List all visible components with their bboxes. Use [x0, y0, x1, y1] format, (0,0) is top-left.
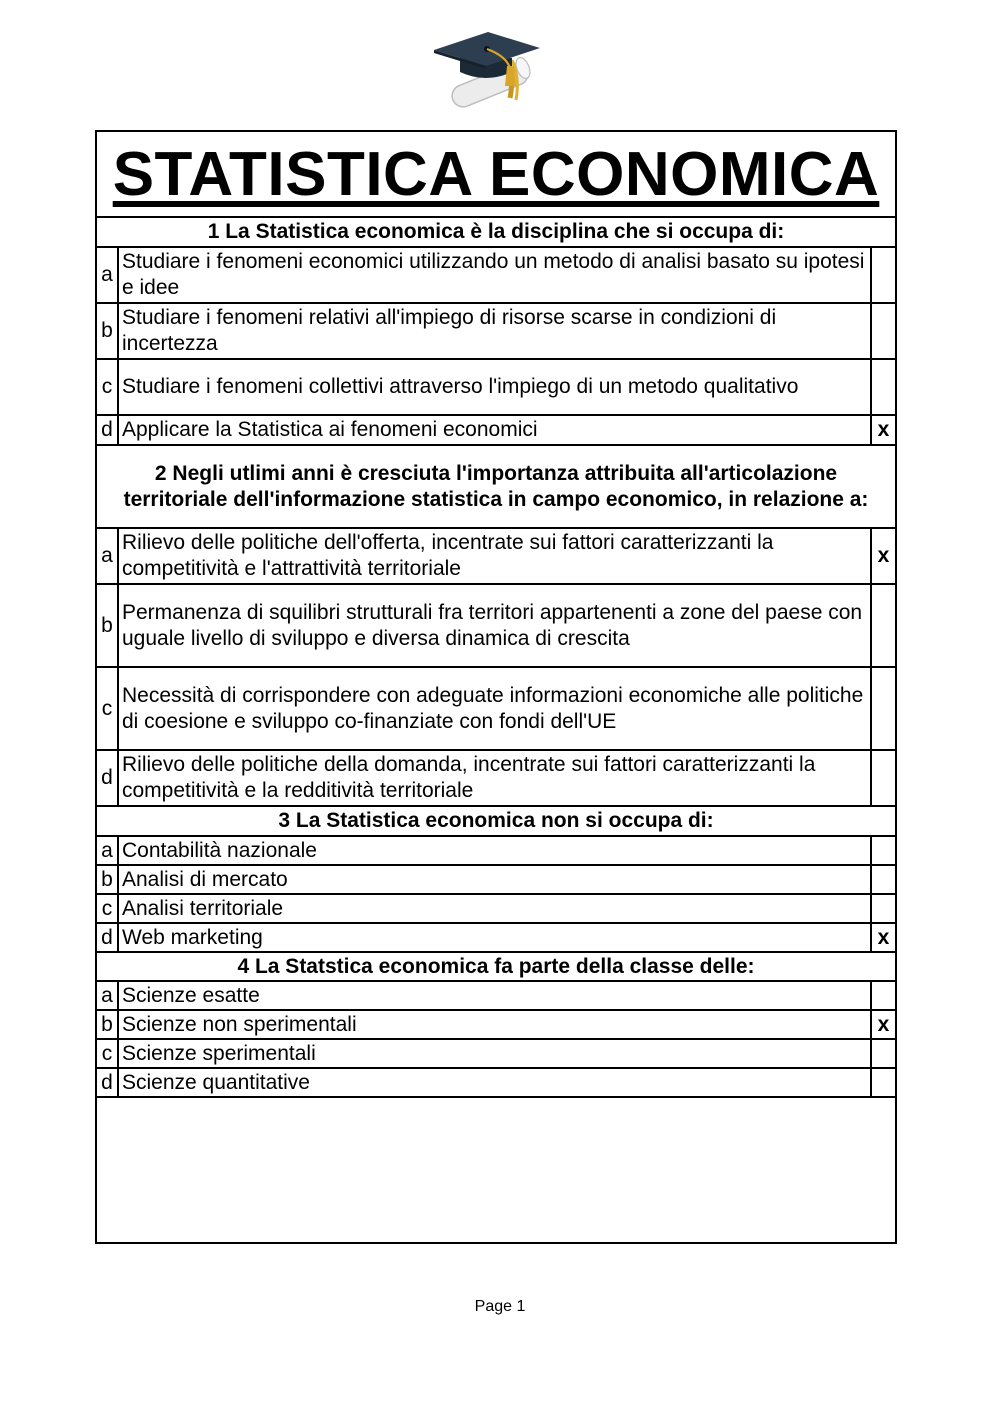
option-row [97, 982, 895, 1011]
option-row [97, 751, 895, 807]
option-text: Scienze non sperimentali [122, 1012, 357, 1036]
option-letter: b [97, 866, 119, 893]
option-row [97, 416, 895, 446]
answer-mark [870, 1069, 895, 1096]
answer-mark [870, 304, 895, 358]
answer-mark [870, 1040, 895, 1067]
question-3: 3 La Statistica economica non si occupa di: [97, 807, 895, 837]
option-text: Applicare la Statistica ai fenomeni economici [122, 418, 538, 441]
option-text: Scienze quantitative [122, 1070, 310, 1094]
question-1: 1 La Statistica economica è la disciplina che si occupa di: [97, 218, 895, 248]
option-letter: c [97, 360, 119, 414]
answer-mark: x [870, 529, 895, 583]
option-row [97, 529, 895, 585]
page-title: STATISTICA ECONOMICA [97, 132, 895, 218]
option-row [97, 360, 895, 416]
answer-mark [870, 585, 895, 666]
answer-mark: x [870, 416, 895, 444]
option-text: Scienze esatte [122, 983, 260, 1007]
option-letter: b [97, 585, 119, 666]
answer-mark: x [870, 924, 895, 951]
option-letter: a [97, 248, 119, 302]
option-text: Analisi territoriale [122, 896, 284, 920]
option-letter: d [97, 924, 119, 951]
option-row [97, 585, 895, 668]
answer-mark [870, 360, 895, 414]
option-text: Web marketing [122, 925, 263, 949]
answer-mark [870, 866, 895, 893]
option-letter: c [97, 1040, 119, 1067]
option-row [97, 248, 895, 304]
answer-mark [870, 837, 895, 864]
option-text: Analisi di mercato [122, 867, 288, 891]
page-number: Page 1 [474, 1298, 526, 1315]
option-text: Scienze sperimentali [122, 1041, 316, 1065]
answer-mark [870, 982, 895, 1009]
question-2: 2 Negli utlimi anni è cresciuta l'importanza attribuita all'articolazione territoriale dell'informazione statistica in campo economico, in relazione a: [97, 446, 895, 529]
answer-mark [870, 895, 895, 922]
option-letter: d [97, 751, 119, 805]
option-row [97, 866, 895, 895]
option-row [97, 837, 895, 866]
option-letter: d [97, 416, 119, 444]
option-text: Necessità di corrispondere con adeguate informazioni economiche alle politiche di coesione e sviluppo co-finanziate con fondi dell'UE [122, 683, 864, 733]
option-letter: a [97, 982, 119, 1009]
option-text: Permanenza di squilibri strutturali fra territori appartenenti a zone del paese con uguale livello di sviluppo e diversa dinamica di crescita [122, 600, 863, 650]
option-text: Studiare i fenomeni relativi all'impiego di risorse scarse in condizioni di incertezza [122, 306, 777, 355]
option-letter: c [97, 668, 119, 749]
option-text: Contabilità nazionale [122, 838, 317, 862]
answer-mark [870, 248, 895, 302]
option-text: Studiare i fenomeni collettivi attraverso l'impiego di un metodo qualitativo [122, 375, 799, 398]
answer-mark [870, 668, 895, 749]
option-letter: d [97, 1069, 119, 1096]
option-letter: b [97, 1011, 119, 1038]
question-4: 4 La Statstica economica fa parte della classe delle: [97, 953, 895, 982]
option-row [97, 895, 895, 924]
option-letter: b [97, 304, 119, 358]
option-letter: c [97, 895, 119, 922]
answer-mark [870, 751, 895, 805]
option-row [97, 304, 895, 360]
option-row [97, 668, 895, 751]
option-text: Studiare i fenomeni economici utilizzando un metodo di analisi basato su ipotesi e idee [122, 250, 865, 299]
option-text: Rilievo delle politiche della domanda, incentrate sui fattori caratterizzanti la competitività e la redditività territoriale [122, 753, 816, 802]
answer-mark: x [870, 1011, 895, 1038]
option-row [97, 1069, 895, 1098]
option-row [97, 1011, 895, 1040]
option-text: Rilievo delle politiche dell'offerta, incentrate sui fattori caratterizzanti la competitività e l'attrattività territoriale [122, 531, 774, 580]
quiz-table [95, 130, 897, 1244]
option-letter: a [97, 837, 119, 864]
graduation-cap-icon [430, 22, 542, 108]
option-row [97, 924, 895, 953]
option-letter: a [97, 529, 119, 583]
option-row [97, 1040, 895, 1069]
